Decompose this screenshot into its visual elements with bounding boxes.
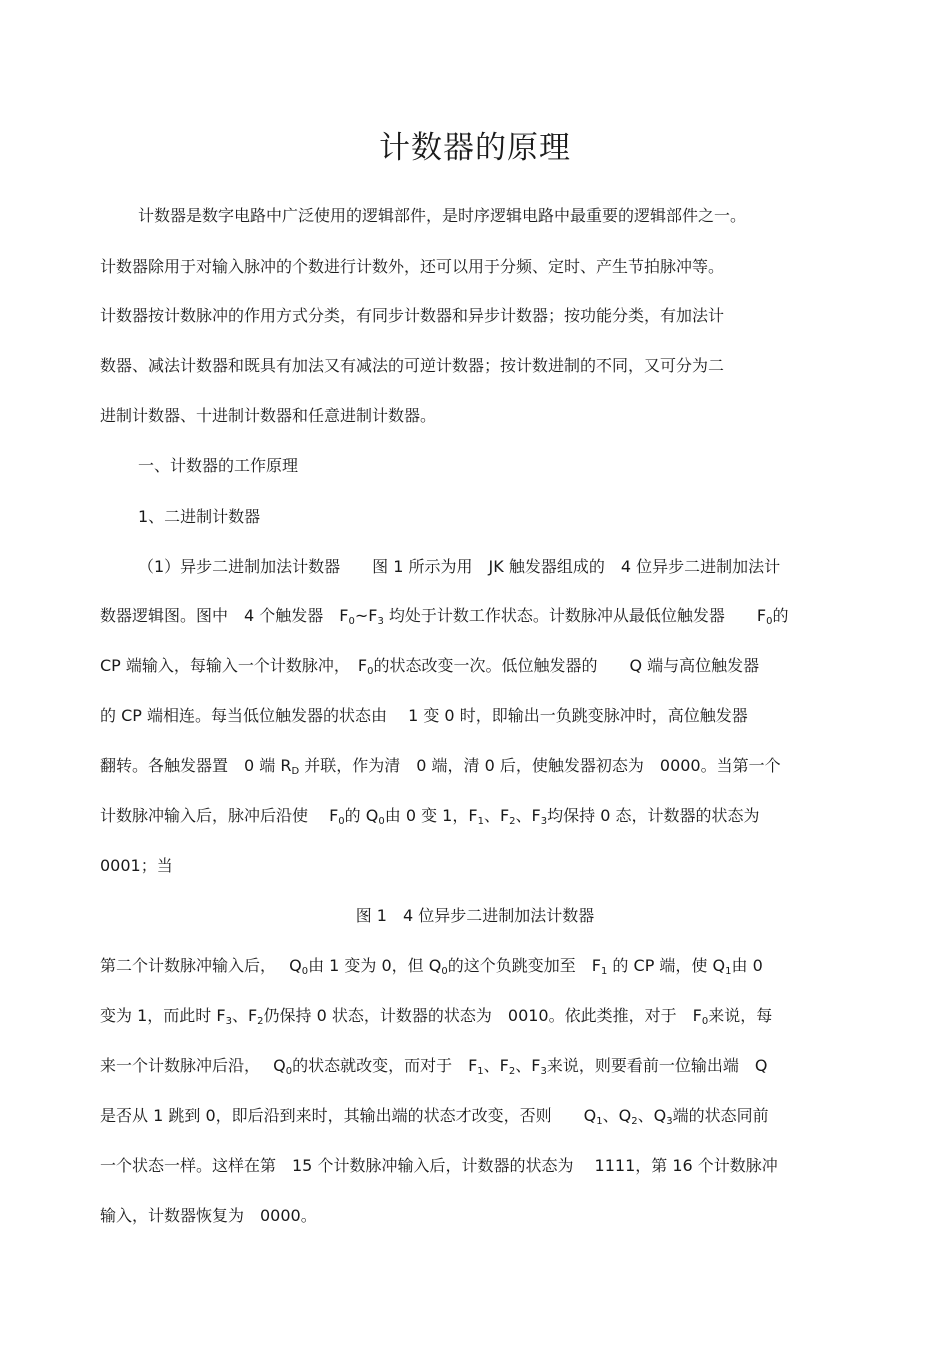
para1-line-4: 的 CP 端相连。每当低位触发器的状态由 1 变 0 时，即输出一负跳变脉冲时，高位触发器 bbox=[100, 706, 748, 725]
para1-line-5: 翻转。各触发器置 0 端 $R_D$ 并联，作为清 0 端，清 0 后，使触发器初态为 0000。当第一个 bbox=[100, 756, 781, 777]
intro-line-3: 计数器按计数脉冲的作用方式分类，有同步计数器和异步计数器；按功能分类，有加法计 bbox=[100, 306, 725, 325]
figure-caption: 图 1 4 位异步二进制加法计数器 bbox=[355, 906, 595, 925]
intro-line-1: 计数器是数字电路中广泛使用的逻辑部件，是时序逻辑电路中最重要的逻辑部件之一。 bbox=[138, 206, 747, 225]
page-title: 计数器的原理 bbox=[379, 130, 571, 166]
para1-line-2: 数器逻辑图。图中 4 个触发器 $F_0\sim F_3$ 均处于计数工作状态。计数脉冲从最低位触发器 $F_0$的 bbox=[100, 606, 789, 627]
para2-line-4: 是否从 1 跳到 0，即后沿到来时，其输出端的状态才改变，否则 $Q_1$、$Q_2$、$Q_3$端的状态同前 bbox=[100, 1106, 769, 1127]
intro-line-5: 进制计数器、十进制计数器和任意进制计数器。 bbox=[100, 406, 437, 425]
para2-line-2: 变为 1，而此时 $F_3$、$F_2$仍保持 0 状态，计数器的状态为 0010。依此类推，对于 $F_0$来说，每 bbox=[100, 1006, 773, 1027]
para2-line-6: 输入，计数器恢复为 0000。 bbox=[100, 1206, 317, 1225]
para1-line-3: CP 端输入，每输入一个计数脉冲， $F_0$的状态改变一次。低位触发器的 Q 端与高位触发器 bbox=[100, 656, 760, 677]
intro-line-4: 数器、减法计数器和既具有加法又有减法的可逆计数器；按计数进制的不同，又可分为二 bbox=[100, 356, 725, 375]
para2-line-5: 一个状态一样。这样在第 15 个计数脉冲输入后，计数器的状态为 1111，第 16 个计数脉冲 bbox=[100, 1156, 778, 1175]
para1-line-1: （1）异步二进制加法计数器 图 1 所示为用 JK 触发器组成的 4 位异步二进制加法计 bbox=[138, 557, 781, 576]
para1-line-6: 计数脉冲输入后，脉冲后沿使 $F_0$的 $Q_0$由 0 变 1，$F_1$、$F_2$、$F_3$均保持 0 态，计数器的状态为 bbox=[100, 806, 760, 827]
section-heading: 一、计数器的工作原理 bbox=[138, 456, 299, 475]
para2-line-3: 来一个计数脉冲后沿， $Q_0$的状态就改变，而对于 $F_1$、$F_2$、$F_3$来说，则要看前一位输出端 Q bbox=[100, 1056, 768, 1077]
para2-line-1: 第二个计数脉冲输入后， $Q_0$由 1 变为 0，但 $Q_0$的这个负跳变加至 $F_1$ 的 CP 端，使 $Q_1$由 0 bbox=[100, 956, 763, 977]
para1-line-7: 0001；当 bbox=[100, 856, 173, 875]
subsection-heading: 1、二进制计数器 bbox=[138, 507, 261, 526]
intro-line-2: 计数器除用于对输入脉冲的个数进行计数外，还可以用于分频、定时、产生节拍脉冲等。 bbox=[100, 257, 725, 276]
